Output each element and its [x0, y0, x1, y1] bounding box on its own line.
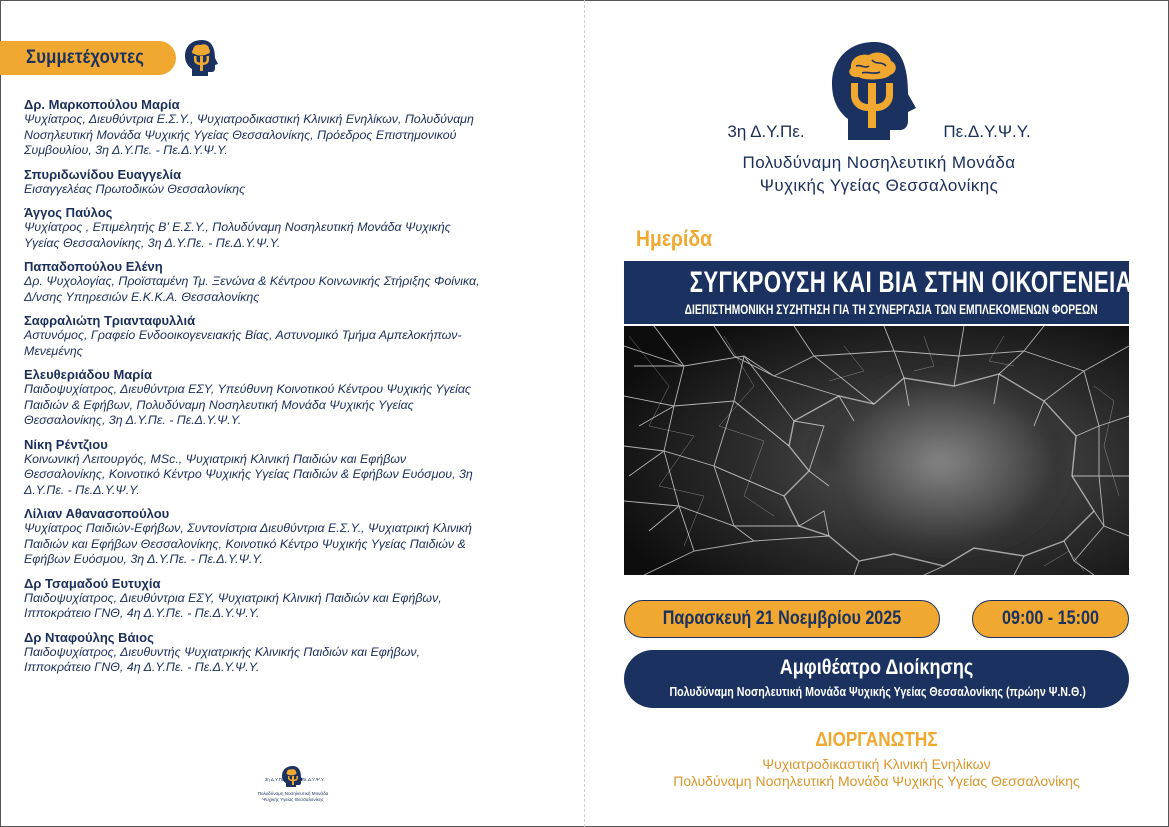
participant-desc-line: Ιπποκράτειο ΓΝΘ, 4η Δ.Υ.Πε. - Πε.Δ.Υ.Ψ.Υ. [24, 606, 260, 620]
participant-desc-line: Θεσσαλονίκης, 3η Δ.Υ.Πε. - Πε.Δ.Υ.Ψ.Υ. [24, 413, 242, 427]
participant [24, 506, 564, 568]
participant-name: Σαφραλιώτη Τριανταφυλλιά [24, 313, 196, 328]
participant-desc-line: Δ/νσης Υπηρεσιών Ε.Κ.Κ.Α. Θεσσαλονίκης [24, 289, 260, 304]
participant-name: Άγγος Παύλος [24, 205, 113, 220]
event-subtitle: ΔΙΕΠΙΣΤΗΜΟΝΙΚΗ ΣΥΖΗΤΗΣΗ ΓΙΑ ΤΗ ΣΥΝΕΡΓΑΣΙΑ ΤΩΝ ΕΜΠΛΕΚΟΜΕΝΩΝ ΦΟΡΕΩΝ [684, 302, 1098, 317]
participant-desc-line: Ψυχίατρος, Διευθύντρια Ε.Σ.Υ., Ψυχιατροδικαστική Κλινική Ενηλίκων, Πολυδύναμη [24, 112, 474, 126]
small-logo-line2: Ψυχικής Υγείας Θεσσαλονίκης [262, 797, 324, 802]
psi-head-brain-icon [184, 39, 220, 77]
event-title-banner [624, 261, 1132, 324]
participant-desc-line: Θεσσαλονίκης, Κοινοτικό Κέντρο Ψυχικής Υγείας Παιδιών & Εφήβων Ευόσμου, 3η [24, 467, 473, 481]
event-date: Παρασκευή 21 Νοεμβρίου 2025 [662, 608, 902, 629]
participant-name: Δρ. Μαρκοπούλου Μαρία [24, 97, 180, 112]
participant [24, 205, 564, 251]
participants-tab [0, 41, 176, 75]
participant-desc-line: Παιδοψυχίατρος, Διευθυντής Ψυχιατρικής Κλινικής Παιδιών και Εφήβων, [24, 644, 421, 659]
participant-desc-line: Εφήβων Ευόσμου, 3η Δ.Υ.Πε. - Πε.Δ.Υ.Ψ.Υ. [24, 552, 263, 566]
participants-heading: Συμμετέχοντες [26, 47, 145, 68]
logo-line1: Πολυδύναμη Νοσηλευτική Μονάδα [742, 153, 1016, 172]
participant [24, 630, 564, 676]
participant-desc-line: Ψυχίατρος , Επιμελητής Β' Ε.Σ.Υ., Πολυδύναμη Νοσηλευτική Μονάδα Ψυχικής [24, 220, 451, 234]
small-logo-left-text: 3η Δ.Υ.Πε. [264, 777, 286, 782]
participant-desc-line: Μενεμένης [24, 343, 83, 358]
participant-name: Λίλιαν Αθανασοπούλου [24, 506, 170, 521]
participant-desc-line: Παιδοψυχίατρος, Διευθύντρια ΕΣΥ, Υπεύθυνη Κοινοτικού Κέντρου Ψυχικής Υγείας [24, 382, 471, 396]
event-kind: Ημερίδα [636, 226, 713, 251]
participant [24, 259, 564, 305]
event-time-badge [972, 600, 1129, 638]
participant-desc-line: Παιδιών και Εφήβων Θεσσαλονίκης, Κοινοτικό Κέντρο Ψυχικής Υγείας Παιδιών & [24, 536, 466, 551]
participant [24, 576, 564, 622]
participants-list [24, 97, 564, 684]
participant-name: Παπαδοπούλου Ελένη [24, 259, 163, 274]
organizer-line: Ψυχιατροδικαστική Κλινική Ενηλίκων [762, 756, 991, 772]
participant-desc-line: Ψυχίατρος Παιδιών-Εφήβων, Συντονίστρια Διευθύντρια Ε.Σ.Υ., Ψυχιατρική Κλινική [24, 521, 472, 535]
participant-name: Δρ Τσαμαδού Ευτυχία [24, 575, 161, 591]
participant-desc-line: Δ.Υ.Πε. - Πε.Δ.Υ.Ψ.Υ. [24, 482, 140, 497]
participant-name: Σπυριδωνίδου Ευαγγελία [24, 166, 182, 182]
logo-left-text: 3η Δ.Υ.Πε. [727, 122, 805, 141]
participant-desc-line: Κοινωνική Λειτουργός, MSc., Ψυχιατρική Κλινική Παιδιών και Εφήβων [24, 451, 407, 466]
venue-banner [624, 650, 1129, 708]
participant [24, 167, 564, 198]
participant-desc-line: Εισαγγελέας Πρωτοδικών Θεσσαλονίκης [24, 181, 246, 196]
participant-desc-line: Υγείας Θεσσαλονίκης, 3η Δ.Υ.Πε. - Πε.Δ.Υ.Ψ.Υ. [24, 235, 281, 250]
participant [24, 97, 564, 159]
participant [24, 367, 564, 429]
participant-desc-line: Ιπποκράτειο ΓΝΘ, 4η Δ.Υ.Πε. - Πε.Δ.Υ.Ψ.Υ. [24, 660, 260, 674]
venue-title: Αμφιθέατρο Διοίκησης [779, 656, 974, 679]
participant-desc-line: Παιδοψυχίατρος, Διευθύντρια ΕΣΥ, Ψυχιατρική Κλινική Παιδιών και Εφήβων, [24, 590, 442, 605]
small-logo-line1: Πολυδύναμη Νοσηλευτική Μονάδα [257, 791, 329, 796]
participant [24, 437, 564, 499]
participant [24, 313, 564, 359]
participant-name: Δρ Νταφούλης Βάιος [24, 629, 154, 645]
organizer-line: Πολυδύναμη Νοσηλευτική Μονάδα Ψυχικής Υγείας Θεσσαλονίκης [673, 773, 1080, 789]
participant-desc-line: Αστυνόμος, Γραφείο Ενδοοικογενειακής Βίας, Αστυνομικό Τμήμα Αμπελοκήπων- [24, 328, 462, 342]
event-date-badge [624, 600, 940, 638]
event-title: ΣΥΓΚΡΟΥΣΗ ΚΑΙ ΒΙΑ ΣΤΗΝ ΟΙΚΟΓΕΝΕΙΑ [689, 266, 1132, 299]
participant-name: Νίκη Ρέντζιου [24, 436, 108, 452]
event-time: 09:00 - 15:00 [1002, 608, 1099, 629]
venue-subtitle: Πολυδύναμη Νοσηλευτική Μονάδα Ψυχικής Υγείας Θεσσαλονίκης (πρώην Ψ.Ν.Θ.) [669, 684, 1086, 699]
participant-desc-line: Συμβουλίου, 3η Δ.Υ.Πε. - Πε.Δ.Υ.Ψ.Υ. [24, 143, 228, 157]
broken-glass-photo [624, 326, 1129, 575]
participant-name: Ελευθεριάδου Μαρία [24, 367, 152, 382]
organization-logo [704, 40, 1054, 200]
organizer-heading: ΔΙΟΡΓΑΝΩΤΗΣ [815, 729, 938, 751]
participant-desc-line: Παιδιών & Εφήβων, Πολυδύναμη Νοσηλευτική Μονάδα Ψυχικής Υγείας [24, 397, 414, 412]
participant-desc-line: Νοσηλευτική Μονάδα Ψυχικής Υγείας Θεσσαλονίκης, Πρόεδρος Επιστημονικού [24, 127, 457, 142]
small-organization-logo [251, 765, 335, 811]
broken-glass-illustration [624, 326, 1129, 575]
fold-line [584, 0, 585, 827]
logo-right-text: Πε.Δ.Υ.Ψ.Υ. [943, 122, 1031, 141]
small-logo-right-text: Πε.Δ.Υ.Ψ.Υ. [301, 777, 325, 782]
logo-line2: Ψυχικής Υγείας Θεσσαλονίκης [759, 176, 999, 195]
participant-desc-line: Δρ. Ψυχολογίας, Προϊσταμένη Τμ. Ξενώνα & Κέντρου Κοινωνικής Στήριξης Φοίνικα, [24, 274, 480, 288]
